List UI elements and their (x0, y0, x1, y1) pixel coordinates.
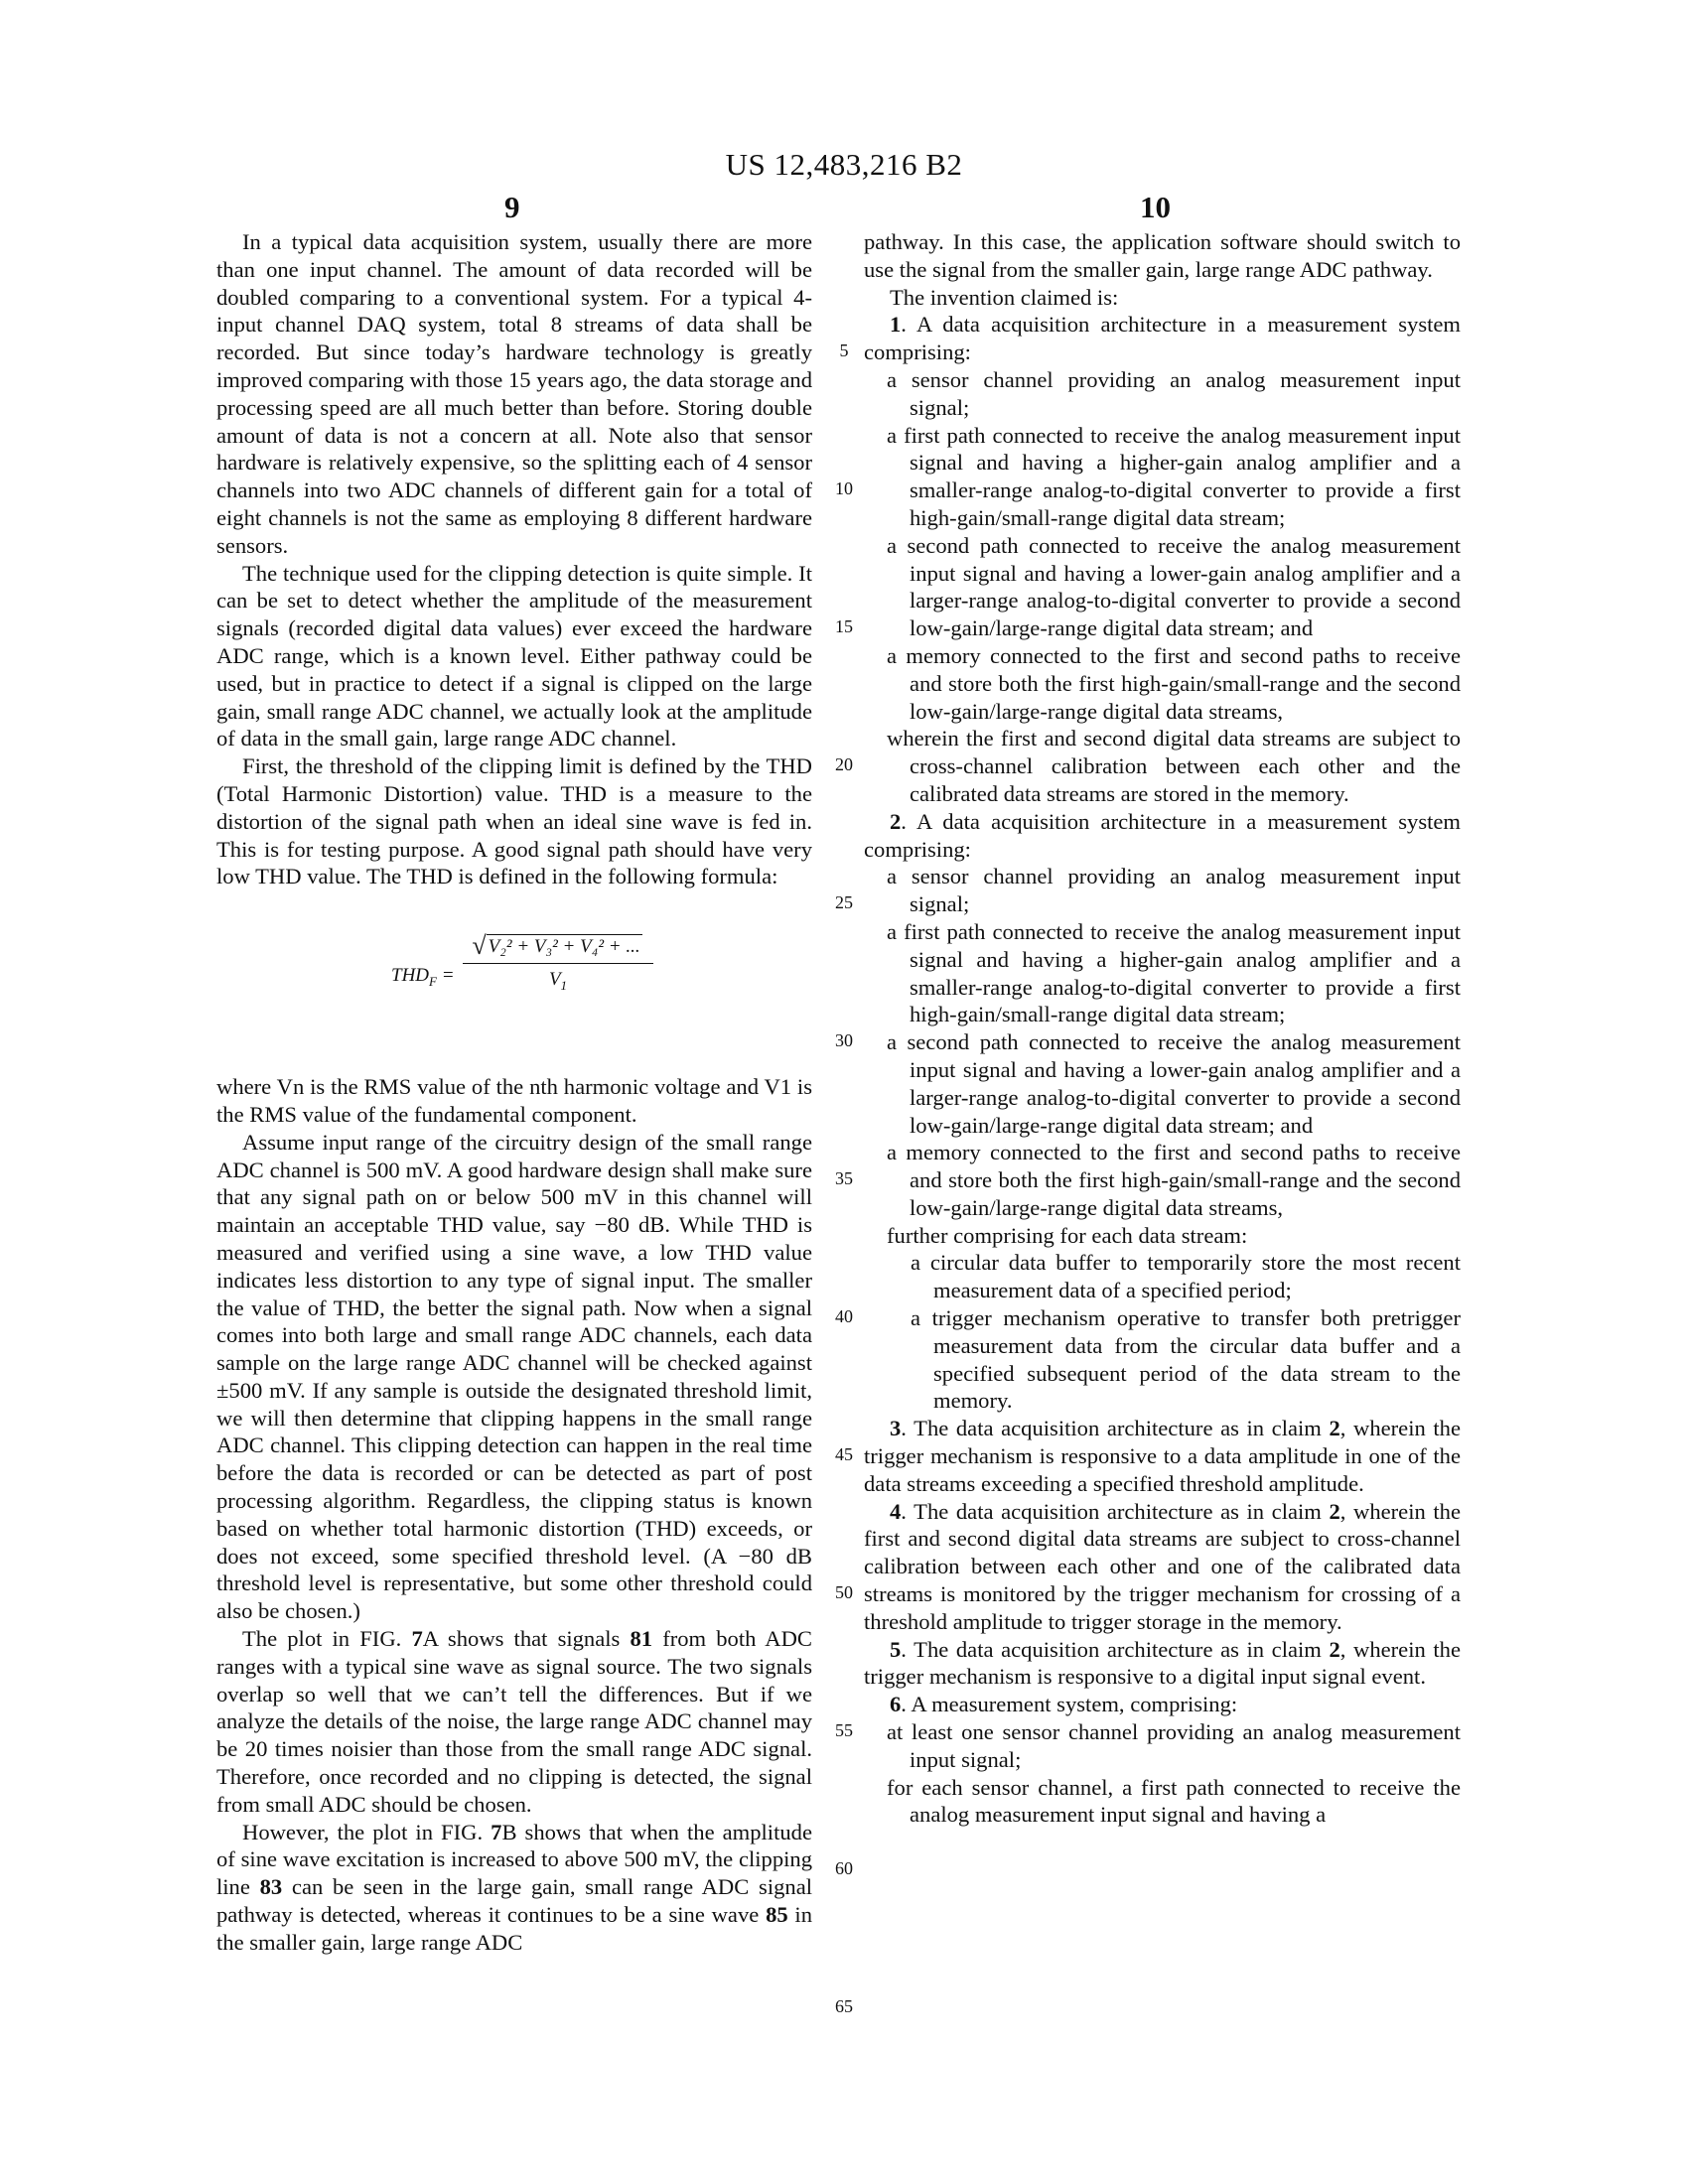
claim-4: 4. The data acquisition architecture as in claim 2, wherein the first and second digital data streams are subject to cross-channel calibration between each other and one of the calibrated data streams is monitored by the trigger mechanism for crossing of a threshold amplitude to trigger storage in the memory. (864, 1498, 1461, 1634)
paragraph: Assume input range of the circuitry design of the small range ADC channel is 500 mV. A good hardware design shall make sure that any signal path on or below 500 mV in this channel will maintain an acceptable THD value, say −80 dB. While THD is measured and verified using a sine wave, a low THD value indicates less distortion to any type of signal input. The smaller the value of THD, the better the signal path. Now when a signal comes into both large and small range ADC channels, each data sample on the large range ADC channel will be checked against ±500 mV. If any sample is outside the designated threshold limit, we will then determine that clipping happens in the small range ADC channel. This clipping detection can happen in the real time before the data is recorded or can be detected as part of post processing algorithm. Regardless, the clipping status is known based on whether total harmonic distortion (THD) exceeds, or does not exceed, some specified threshold level. (A −80 dB threshold level is representative, but some other threshold could also be chosen.) (216, 1129, 812, 1624)
paragraph: pathway. In this case, the application software should switch to use the signal from the smaller gain, large range ADC pathway. (864, 229, 1461, 282)
line-number: 10 (835, 478, 853, 498)
claim-3: 3. The data acquisition architecture as in claim 2, wherein the trigger mechanism is responsive to a data amplitude in one of the data streams exceeding a specified threshold amplitude. (864, 1416, 1461, 1496)
claim-element: a memory connected to the first and second paths to receive and store both the first high-gain/small-range and the second low-gain/large-range digital data streams, (887, 642, 1461, 724)
formula-fraction (463, 932, 653, 999)
line-number: 35 (835, 1168, 853, 1188)
right-page-number: 10 (1140, 190, 1171, 224)
claim-element: a sensor channel providing an analog measurement input signal; (887, 864, 1461, 917)
claim-element: a second path connected to receive the analog measurement input signal and having a lower-gain analog amplifier and a larger-range analog-to-digital converter to provide a second low-gain/large-range digital data stream; and (887, 1029, 1461, 1138)
paragraph: First, the threshold of the clipping limit is defined by the THD (Total Harmonic Distortion) value. THD is a measure to the distortion of the signal path when an ideal sine wave is fed in. This is for testing purpose. A good signal path should have very low THD value. The THD is defined in the following formula: (216, 753, 812, 889)
claim-element: wherein the first and second digital data streams are subject to cross-channel calibration between each other and the calibrated data streams are stored in the memory. (887, 726, 1461, 806)
claim-5: 5. The data acquisition architecture as in claim 2, wherein the trigger mechanism is responsive to a digital input signal event. (864, 1636, 1461, 1690)
claim-element: a sensor channel providing an analog measurement input signal; (887, 366, 1461, 420)
line-number: 15 (835, 616, 853, 636)
thd-formula (216, 928, 812, 1039)
right-column (864, 228, 1461, 1829)
line-number: 55 (835, 1720, 853, 1740)
line-number: 20 (835, 754, 853, 774)
line-number: 40 (835, 1306, 853, 1326)
line-number: 50 (835, 1582, 853, 1602)
left-page-number: 9 (504, 190, 520, 224)
claim-element: a first path connected to receive the analog measurement input signal and having a higher-gain analog amplifier and a smaller-range analog-to-digital converter to provide a first high-gain/small-range digital data stream; (887, 422, 1461, 530)
paragraph: However, the plot in FIG. 7B shows that when the amplitude of sine wave excitation is increased to above 500 mV, the clipping line 83 can be seen in the large gain, small range ADC signal pathway is detected, whereas it continues to be a sine wave 85 in the smaller gain, large range ADC (216, 1819, 812, 1955)
paragraph: The technique used for the clipping detection is quite simple. It can be set to detect whether the amplitude of the measurement signals (recorded digital data values) ever exceed the hardware ADC range, which is a known level. Either pathway could be used, but in practice to detect if a signal is clipped on the large gain, small range ADC channel, we actually look at the amplitude of data in the small gain, large range ADC channel. (216, 560, 812, 751)
line-number: 45 (835, 1444, 853, 1464)
claim-element: further comprising for each data stream: (887, 1222, 1248, 1248)
paragraph: where Vn is the RMS value of the nth harmonic voltage and V1 is the RMS value of the fundamental component. (216, 1074, 812, 1127)
claim-6: 6. A measurement system, comprising: (890, 1692, 1238, 1717)
claim-element: a second path connected to receive the analog measurement input signal and having a lower-gain analog amplifier and a larger-range analog-to-digital converter to provide a second low-gain/large-range digital data stream; and (887, 532, 1461, 641)
formula-lhs: $THD_F$ = (391, 965, 455, 989)
claim-element: a first path connected to receive the analog measurement input signal and having a higher-gain analog amplifier and a smaller-range analog-to-digital converter to provide a first high-gain/small-range digital data stream; (887, 918, 1461, 1027)
claim-subelement: a circular data buffer to temporarily store the most recent measurement data of a specified period; (911, 1250, 1461, 1303)
left-column (216, 228, 812, 1957)
claims-heading: The invention claimed is: (890, 284, 1119, 310)
paragraph: The plot in FIG. 7A shows that signals 81 from both ADC ranges with a typical sine wave as signal source. The two signals overlap so well that we can’t tell the differences. But if we analyze the details of the noise, the large range ADC channel may be 20 times noisier than those from the small range ADC signal. Therefore, once recorded and no clipping is detected, the signal from small ADC should be chosen. (216, 1626, 812, 1817)
formula-denominator: $V_1$ (548, 968, 568, 993)
line-number: 30 (835, 1030, 853, 1050)
line-number: 5 (839, 341, 849, 360)
line-number: 65 (835, 1996, 853, 2016)
line-number: 25 (835, 892, 853, 912)
claim-element: a memory connected to the first and second paths to receive and store both the first high-gain/small-range and the second low-gain/large-range digital data streams, (887, 1140, 1461, 1220)
claim-subelement: a trigger mechanism operative to transfer both pretrigger measurement data from the circular data buffer and a specified subsequent period of the data stream to the memory. (911, 1305, 1461, 1414)
claim-2: 2. A data acquisition architecture in a measurement system comprising: (864, 808, 1461, 862)
claim-element: at least one sensor channel providing an analog measurement input signal; (887, 1719, 1461, 1772)
claim-element: for each sensor channel, a first path connected to receive the analog measurement input signal and having a (887, 1774, 1461, 1828)
formula-numerator: √ V₂² + V₃² + V₄² + ... (463, 932, 653, 964)
claim-1: 1. A data acquisition architecture in a measurement system comprising: (864, 312, 1461, 365)
patent-number: US 12,483,216 B2 (725, 147, 963, 182)
paragraph: In a typical data acquisition system, usually there are more than one input channel. The amount of data recorded will be doubled comparing to a conventional system. For a typical 4-input channel DAQ system, total 8 streams of data shall be recorded. But since today’s hardware technology is greatly improved comparing with those 15 years ago, the data storage and processing speed are all much better than before. Storing double amount of data is not a concern at all. Note also that sensor hardware is relatively expensive, so the splitting each of 4 sensor channels into two ADC channels of different gain for a total of eight channels is not the same as employing 8 different hardware sensors. (216, 229, 812, 558)
line-number: 60 (835, 1858, 853, 1878)
